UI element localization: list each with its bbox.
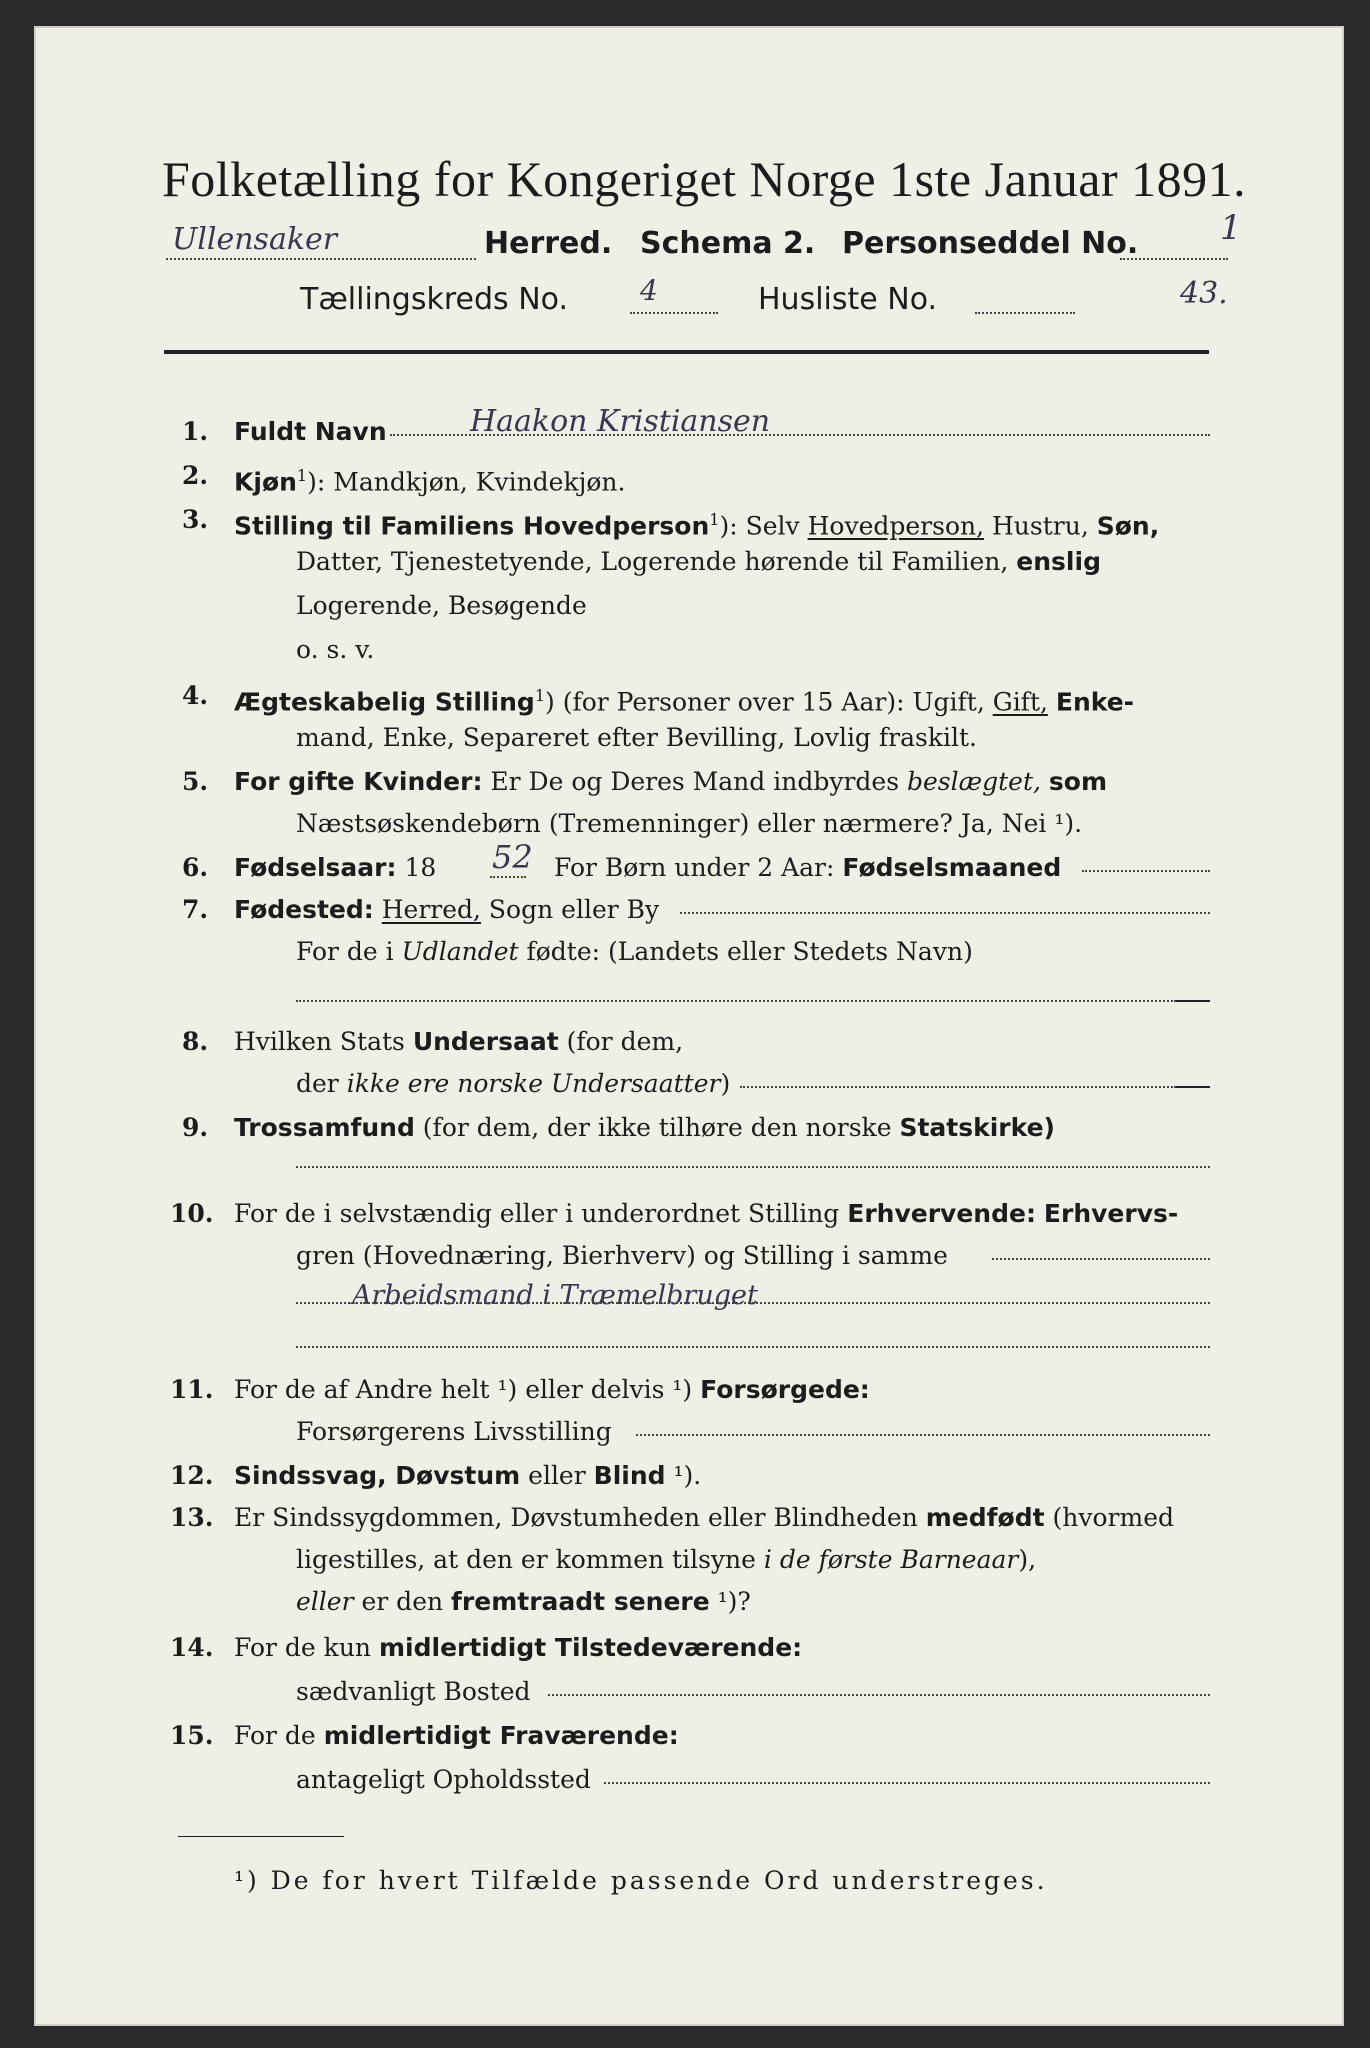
stay-dotted-line (604, 1782, 1210, 1784)
item-text-bold: Enke- (1055, 687, 1135, 717)
personseddel-handwritten: 1 (1220, 208, 1242, 248)
item-text: For de kun (234, 1633, 379, 1662)
item-text: Sogn eller By (480, 895, 660, 924)
item-text-bold: Blind (593, 1461, 666, 1490)
name-handwritten: Haakon Kristiansen (470, 404, 771, 439)
item-label: Fuldt Navn (234, 417, 387, 446)
item-text-italic: Udlandet (401, 937, 519, 966)
item-label: Sindssvag, Døvstum (234, 1461, 521, 1490)
citizenship-dotted-line (740, 1086, 1176, 1088)
item-number: 5. (182, 767, 209, 796)
item-line: antageligt Opholdssted (296, 1765, 591, 1794)
item-text: (hvormed (1044, 1503, 1174, 1532)
item-label: Fødested: (234, 895, 374, 924)
item-text: Hustru, (984, 511, 1097, 541)
form-title: Folketælling for Kongeriget Norge 1ste Januar 1891. (162, 151, 1247, 207)
provider-dotted-line (636, 1434, 1210, 1436)
herred-label: Herred. (484, 226, 613, 261)
underlined-answer: Herred, (381, 895, 481, 924)
footnote: ¹) De for hvert Tilfælde passende Ord understreges. (234, 1866, 1048, 1895)
herred-handwritten: Ullensaker (172, 222, 338, 257)
item-line: Datter, Tjenestetyende, Logerende hørende til Familien, (296, 547, 1009, 576)
item-number: 14. (170, 1633, 214, 1662)
item-line: Forsørgerens Livsstilling (296, 1417, 612, 1446)
year-dotted-line (490, 876, 526, 878)
religion-dotted-line (296, 1166, 1210, 1168)
occupation-handwritten: Arbeidsmand i Træmelbruget (352, 1280, 758, 1311)
month-dotted-line (1082, 870, 1210, 872)
item-text: ¹). (665, 1461, 702, 1490)
name-dotted-line (390, 434, 1210, 436)
item-text: er den (353, 1587, 452, 1616)
item-text: ): Selv (719, 511, 808, 541)
item-text-bold: Fødselsmaaned (842, 853, 1062, 882)
item-line: sædvanligt Bosted (296, 1677, 531, 1706)
item-label: Stilling til Familiens Hovedperson (234, 511, 710, 541)
item-number: 13. (170, 1503, 214, 1532)
underlined-answer: Gift, (992, 687, 1048, 717)
item-text: ), (1018, 1545, 1037, 1574)
item-text-bold: Erhvervs- (1043, 1199, 1179, 1228)
item-text: Er De og Deres Mand indbyrdes (482, 767, 907, 796)
item-text: For de (234, 1721, 324, 1750)
occupation-dotted-line-2 (296, 1302, 1210, 1304)
occupation-dotted-line (992, 1258, 1210, 1260)
kreds-dotted-line (630, 312, 718, 314)
item-label: medfødt (925, 1503, 1045, 1532)
item-text: For de i selvstændig eller i underordnet Stilling (234, 1199, 848, 1228)
abroad-dotted-line (296, 1000, 1176, 1002)
item-text-bold: som (1048, 767, 1108, 796)
item-label: Erhvervende: (847, 1199, 1036, 1228)
item-text-bold: Søn, (1096, 511, 1160, 541)
occupation-dotted-line-3 (296, 1346, 1210, 1348)
item-text: Er Sindssygdommen, Døvstumheden eller Blindheden (234, 1503, 926, 1532)
residence-dotted-line (548, 1694, 1210, 1696)
item-line: gren (Hovednæring, Bierhverv) og Stilling i samme (296, 1241, 948, 1270)
item-number: 2. (182, 461, 209, 490)
item-number: 12. (170, 1461, 214, 1490)
birthplace-dotted-line (680, 912, 1210, 914)
item-text-italic: i de første Barneaar (763, 1545, 1019, 1574)
year-prefix: 18 (404, 853, 437, 882)
item-number: 8. (182, 1027, 209, 1056)
item-line: mand, Enke, Separeret efter Bevilling, Lovlig fraskilt. (296, 723, 977, 752)
husliste-dotted-line (975, 312, 1075, 314)
item-number: 10. (170, 1199, 214, 1228)
item-text-bold: fremtraadt senere (451, 1587, 710, 1616)
item-label: For gifte Kvinder: (234, 767, 483, 796)
item-text: der (296, 1069, 347, 1098)
item-text: ligestilles, at den er kommen tilsyne (296, 1545, 764, 1574)
item-label: Forsørgede: (700, 1375, 870, 1404)
census-form-page (34, 26, 1344, 2026)
herred-dotted-line (166, 258, 476, 260)
item-text: (for dem, (558, 1027, 684, 1056)
item-label: midlertidigt Fraværende: (323, 1721, 679, 1750)
schema-label: Schema 2. (640, 226, 816, 261)
item-text: For de af Andre helt ¹) eller delvis ¹) (234, 1375, 701, 1404)
item-label: Fødselsaar: (234, 853, 397, 882)
item-label: Kjøn (234, 467, 297, 497)
birth-year-handwritten: 52 (492, 838, 533, 876)
item-number: 11. (170, 1375, 214, 1404)
item-text: fødte: (Landets eller Stedets Navn) (518, 937, 973, 966)
item-number: 6. (182, 853, 209, 882)
personseddel-label: Personseddel No. (842, 226, 1139, 261)
item-text: ): Mandkjøn, Kvindekjøn. (307, 467, 626, 497)
line-end (1176, 1000, 1210, 1002)
item-text-italic: eller (296, 1587, 354, 1616)
item-text: ) (for Personer over 15 Aar): Ugift, (545, 687, 993, 717)
item-number: 3. (182, 505, 209, 534)
item-line: Logerende, Besøgende (296, 591, 587, 620)
item-label: midlertidigt Tilstedeværende: (378, 1633, 803, 1662)
line-end (1176, 1086, 1210, 1088)
header-rule (164, 350, 1209, 354)
item-text: ¹)? (709, 1587, 751, 1616)
item-text-bold: enslig (1016, 547, 1101, 576)
item-text: (for dem, der ikke tilhøre den norske (414, 1113, 900, 1142)
item-label: Ægteskabelig Stilling (234, 687, 535, 717)
item-number: 7. (182, 895, 209, 924)
item-line: Næstsøskendebørn (Tremenninger) eller nærmere? Ja, Nei ¹). (296, 809, 1083, 838)
item-text: For de i (296, 937, 402, 966)
item-number: 15. (170, 1721, 214, 1750)
item-line: o. s. v. (296, 635, 375, 664)
husliste-label: Husliste No. (758, 282, 938, 317)
kreds-handwritten: 4 (640, 274, 658, 307)
item-text: For Børn under 2 Aar: (554, 853, 843, 882)
item-text-italic: beslægtet, (907, 767, 1041, 796)
item-number: 9. (182, 1113, 209, 1142)
personseddel-dotted-line (1120, 258, 1228, 260)
item-text: eller (520, 1461, 594, 1490)
footnote-rule (178, 1836, 344, 1837)
underlined-answer: Hovedperson, (807, 511, 985, 541)
item-text: Hvilken Stats (234, 1027, 413, 1056)
husliste-handwritten: 43. (1180, 276, 1228, 311)
item-text-italic: ikke ere norske Undersaatter (346, 1069, 721, 1098)
item-number: 4. (182, 681, 209, 710)
item-number: 1. (182, 417, 209, 446)
kreds-label: Tællingskreds No. (300, 282, 568, 317)
item-text-bold: Statskirke) (899, 1113, 1055, 1142)
item-label: Trossamfund (234, 1113, 415, 1142)
item-text: ) (720, 1069, 731, 1098)
item-label: Undersaat (412, 1027, 559, 1056)
